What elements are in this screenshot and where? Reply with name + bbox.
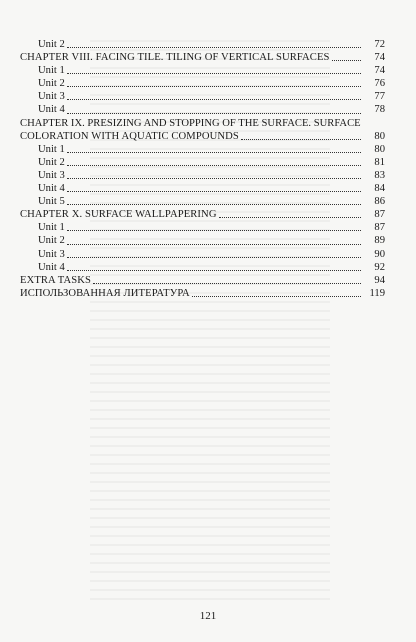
toc-page-number: 72 (374, 39, 385, 50)
toc-chapter-row (20, 208, 385, 221)
leader-dots (67, 73, 361, 74)
leader-dots (67, 244, 361, 245)
toc-entry-label: Unit 3 (38, 248, 65, 260)
toc-chapter-ix-title-line1: CHAPTER IX. PRESIZING AND STOPPING OF THE SURFACE. SURFACE (20, 117, 361, 129)
toc-page-number: 74 (374, 65, 385, 77)
toc-unit-row (20, 38, 385, 51)
toc-unit-row (20, 103, 385, 116)
toc-unit-row (20, 182, 385, 195)
leader-dots (67, 257, 361, 258)
toc-unit-row (20, 221, 385, 234)
leader-dots (67, 99, 361, 100)
toc-unit-row (20, 90, 385, 103)
leader-dots (67, 113, 361, 114)
toc-entry-label: Unit 1 (38, 222, 65, 234)
toc-chapter-row (20, 51, 385, 64)
toc-page-number: 80 (374, 130, 385, 142)
toc-page-number: 84 (374, 183, 385, 195)
toc-unit-row (20, 248, 385, 261)
toc-page-number: 94 (374, 274, 385, 286)
leader-dots (192, 296, 361, 297)
toc-chapter-row (20, 274, 385, 287)
leader-dots (67, 191, 361, 192)
toc-page-number: 90 (374, 248, 385, 260)
leader-dots (93, 283, 361, 284)
leader-dots (332, 60, 361, 61)
toc-entry-label: Unit 3 (38, 169, 65, 181)
toc-entry-label: Unit 2 (38, 235, 65, 247)
toc-page-number: 80 (374, 143, 385, 155)
toc-chapter-ix (20, 117, 385, 143)
toc-chapter-ix-title-line2: COLORATION WITH AQUATIC COMPOUNDS (20, 130, 239, 142)
toc-entry-label: ИСПОЛЬЗОВАННАЯ ЛИТЕРАТУРА (20, 287, 190, 299)
toc-unit-row (20, 234, 385, 247)
toc-page-number: 87 (374, 222, 385, 234)
leader-dots (67, 204, 361, 205)
leader-dots (67, 165, 361, 166)
toc-block-b (20, 143, 385, 300)
leader-dots (241, 139, 361, 140)
leader-dots (67, 86, 361, 87)
toc-page-number: 77 (374, 91, 385, 103)
toc-entry-label: Unit 4 (38, 183, 65, 195)
toc-entry-label: Unit 4 (38, 104, 65, 116)
toc-unit-row (20, 64, 385, 77)
toc-entry-label: EXTRA TASKS (20, 274, 91, 286)
toc-entry-label: Unit 3 (38, 91, 65, 103)
toc-entry-label: CHAPTER X. SURFACE WALLPAPERING (20, 209, 217, 221)
toc-page-number: 74 (374, 52, 385, 64)
toc-page-number: 81 (374, 156, 385, 168)
leader-dots (219, 217, 361, 218)
toc-page-number: 87 (374, 209, 385, 221)
toc-entry-label: Unit 2 (38, 39, 65, 50)
toc-page-number: 78 (374, 104, 385, 116)
toc-page-number: 83 (374, 169, 385, 181)
leader-dots (67, 230, 361, 231)
toc-entry-label: CHAPTER VIII. FACING TILE. TILING OF VERTICAL SURFACES (20, 52, 330, 64)
toc-page-number: 119 (369, 287, 385, 299)
toc-unit-row (20, 261, 385, 274)
toc-entry-label: Unit 1 (38, 65, 65, 77)
toc-entry-label: Unit 2 (38, 156, 65, 168)
leader-dots (67, 152, 361, 153)
toc-page-number: 86 (374, 196, 385, 208)
toc-chapter-ix-row (20, 130, 385, 143)
toc-page-number: 89 (374, 235, 385, 247)
toc-chapter-row (20, 287, 385, 300)
toc-entry-label: Unit 2 (38, 78, 65, 90)
toc-unit-row (20, 156, 385, 169)
toc-unit-row (20, 143, 385, 156)
toc-entry-label: Unit 1 (38, 143, 65, 155)
leader-dots (67, 178, 361, 179)
toc-unit-row (20, 195, 385, 208)
leader-dots (67, 270, 361, 271)
toc-page-number: 92 (374, 261, 385, 273)
toc-page-number: 76 (374, 78, 385, 90)
toc-entry-label: Unit 4 (38, 261, 65, 273)
toc-block-a (20, 38, 385, 117)
table-of-contents (20, 38, 385, 300)
toc-unit-row (20, 77, 385, 90)
toc-entry-label: Unit 5 (38, 196, 65, 208)
toc-unit-row (20, 169, 385, 182)
page-number: 121 (199, 610, 217, 622)
leader-dots (67, 47, 361, 48)
